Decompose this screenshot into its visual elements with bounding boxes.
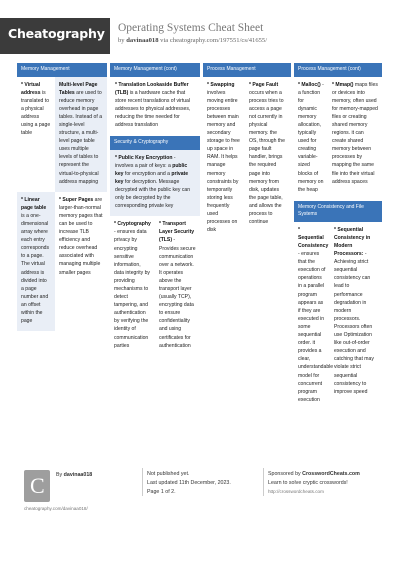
footer-page-number: Page 1 of 2.	[147, 489, 176, 495]
column-4	[294, 63, 382, 410]
page-header	[0, 0, 400, 54]
author-link[interactable]: davinaa018	[126, 37, 159, 44]
author-avatar[interactable]	[24, 470, 50, 502]
footer-author-link[interactable]: davinaa018	[63, 472, 93, 478]
cell-virtual-address: * Virtual address is translated to a physical address using a page table	[21, 81, 51, 137]
section-title-security: Security & Cryptography	[110, 136, 200, 150]
footer-sponsor-url[interactable]: http://crosswordcheats.com	[268, 489, 324, 494]
cell-super-pages: * Super Pages are larger-than-normal memory pages that can be used to increase TLB efficiency and reduce overhead associated with managing multiple smaller pages	[59, 196, 103, 276]
section-title-memory-consistency: Memory Consistency and File Systems	[294, 201, 382, 222]
memory-management-row-1	[17, 77, 107, 192]
memory-consistency-row	[294, 222, 382, 410]
sponsor-link[interactable]: CrosswordCheats.com	[302, 471, 360, 477]
cheat-sheet-title: Operating Systems Cheat Sheet	[118, 22, 264, 34]
footer-sponsor-tagline: Learn to solve cryptic crosswords!	[268, 480, 348, 486]
cheatography-logo[interactable]	[0, 18, 110, 54]
footer-last-updated: Last updated 11th December, 2023.	[147, 480, 231, 486]
section-title-memory-management-cont: Memory Management (cont)	[110, 63, 200, 77]
footer-divider-2	[263, 468, 264, 496]
footer-author: By davinaa018	[56, 472, 93, 478]
cell-mmap: * Mmap() maps files or devices into memory, often used for memory-mapped files or creating shared memory regions. it can create shared memory between processes by mapping the same file into their virtual address spaces	[332, 81, 378, 185]
cell-swapping: * Swapping involves moving entire processes between main memory and secondary storage to free up space in RAM. It helps manage memory constraints by temporarily storing less frequently used processes on disk	[207, 81, 240, 234]
cell-public-key-encryption: * Public Key Encryption - involves a pair of keys: a public key for encryption and a private key for decryption. Message decrypted with the public key can only be decrypted by the corresponding private key	[110, 150, 200, 217]
cheat-sheet-byline: by davinaa018 via cheatography.com/197551/cs/41655/	[118, 37, 268, 44]
footer-author-url[interactable]: cheatography.com/davinaa018/	[24, 506, 88, 511]
section-title-memory-management: Memory Management	[17, 63, 107, 77]
column-2	[110, 63, 200, 356]
avatar-c-icon: C	[30, 473, 45, 498]
footer-sponsor: Sponsored by CrosswordCheats.com	[268, 471, 360, 477]
process-management-row	[203, 77, 291, 241]
cell-linear-page-table: * Linear page table is a one-dimensional array where each entry corresponds to a page. The virtual address is divided into a page number and an offset within the page	[17, 192, 55, 332]
cell-tlb: * Translation Lookaside Buffer (TLB) is a hardware cache that store recent translations of virtual addresses to physical addresses, reducing the time needed for address translation	[115, 81, 191, 128]
footer-published: Not published yet.	[147, 471, 190, 477]
column-1	[17, 63, 107, 331]
memory-management-row-2	[17, 192, 107, 332]
column-3	[203, 63, 291, 240]
cell-multi-level-page-tables: Multi-level Page Tables are used to reduce memory overhead in page tables. Instead of a single-level structure, a multi-level page table uses multiple levels of tables to represent the virtual-to-physical address mapping	[55, 77, 107, 192]
cell-page-fault: * Page Fault occurs when a process tries to access a page not currently in physical memory. the OS, through the page fault handler, brings the required page into memory from disk, updates the page table, and allows the process to continue	[249, 81, 285, 226]
cell-malloc: * Malloc() - a function for dynamic memory allocation, typically used for creating variable-sized blocks of memory on the heap	[298, 81, 324, 193]
cell-tls: * Transport Layer Security (TLS) - Provides secure communication over a network. It operates above the transport layer (usually TCP), encrypting data to ensure confidentiality and using certificates for authentication	[159, 221, 196, 349]
cell-cryptography: * Cryptography - ensures data privacy by encrypting sensitive information, data integrity by providing mechanisms to detect tampering, and authentication by verifying the identity of communication parties	[114, 221, 151, 349]
cell-sequential-consistency-modern: * Sequential Consistency in Modern Processors: - Achieving strict sequential consistency can lead to performance degradation in modern processors. Processors often use Optimization like out-of-order execution and catching that may violate strict sequential consistency to improve speed	[334, 226, 374, 395]
logo-text: Cheatography	[8, 26, 105, 41]
process-management-cont-row	[294, 77, 382, 200]
security-row	[110, 216, 200, 356]
footer-divider-1	[142, 468, 143, 496]
section-title-process-management-cont: Process Management (cont)	[294, 63, 382, 77]
sheet-url[interactable]: cheatography.com/197551/cs/41655/	[169, 37, 268, 44]
section-title-process-management: Process Management	[203, 63, 291, 77]
cell-sequential-consistency: * Sequential Consistency - ensures that the execution of operations in a parallel program appears as if they are executed in some sequential order. it provides a clear, understandable model for concurrent program execution	[298, 226, 334, 403]
